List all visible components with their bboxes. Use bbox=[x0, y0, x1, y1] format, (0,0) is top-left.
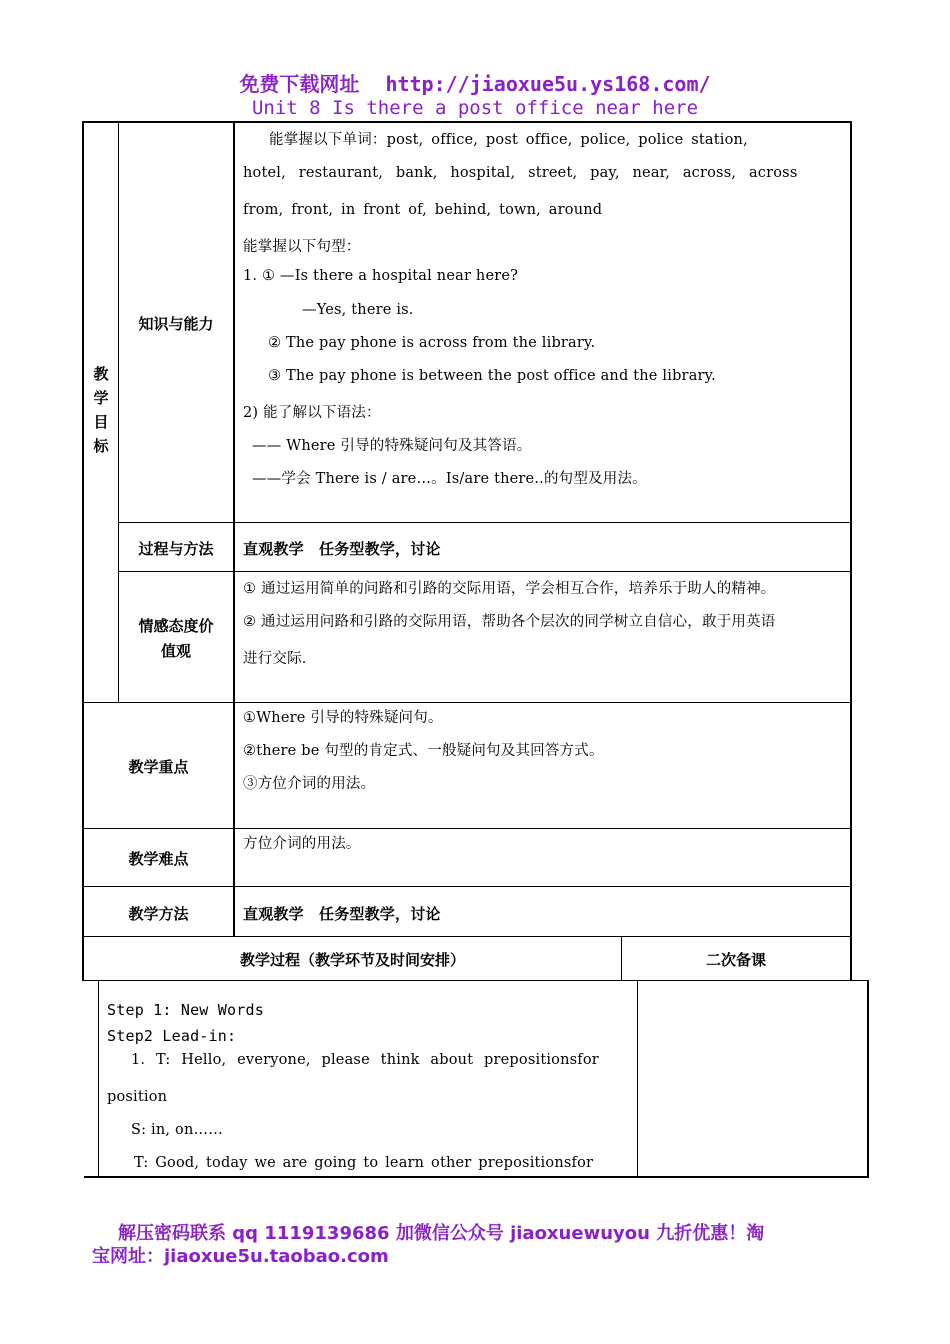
knowledge-line: ② The pay phone is across from the library. bbox=[268, 335, 596, 351]
header-title: 免费下载网址 bbox=[239, 72, 360, 96]
step-line: position bbox=[107, 1089, 168, 1105]
knowledge-line: hotel, restaurant, bank, hospital, street, pay, near, across, across bbox=[243, 165, 798, 181]
knowledge-line: 2) 能了解以下语法： bbox=[243, 405, 381, 421]
process-table-header: 教学过程（教学环节及时间安排） bbox=[239, 951, 465, 969]
second-prep-header: 二次备课 bbox=[705, 951, 766, 969]
header-url[interactable]: http://jiaoxue5u.ys168.com/ bbox=[385, 72, 711, 96]
step-line: 1. T: Hello, everyone, please think about prepositionsfor bbox=[131, 1052, 599, 1068]
method-label: 教学方法 bbox=[128, 905, 189, 923]
key-point-line: ①Where 引导的特殊疑问句。 bbox=[243, 710, 443, 726]
unit-title: Unit 8 Is there a post office near here bbox=[251, 97, 699, 119]
emotion-line: 进行交际. bbox=[243, 651, 307, 667]
process-method-content: 直观教学 任务型教学，讨论 bbox=[243, 540, 441, 558]
header-download-line bbox=[0, 68, 950, 97]
key-point-line: ②there be 句型的肯定式、一般疑问句及其回答方式。 bbox=[243, 743, 604, 759]
difficulty-content: 方位介词的用法。 bbox=[243, 836, 361, 852]
knowledge-label: 知识与能力 bbox=[138, 315, 214, 333]
key-points-label: 教学重点 bbox=[128, 758, 189, 776]
knowledge-line: ——学会 There is / are…。Is/are there..的句型及用法。 bbox=[252, 471, 647, 487]
footer-taobao[interactable]: 宝网址：jiaoxue5u.taobao.com bbox=[92, 1246, 389, 1267]
step-line: Step2 Lead-in: bbox=[107, 1027, 237, 1045]
difficulty-label: 教学难点 bbox=[128, 850, 189, 868]
method-content: 直观教学 任务型教学，讨论 bbox=[243, 905, 441, 923]
footer-contact: 解压密码联系 qq 1119139686 加微信公众号 jiaoxuewuyou 九折优惠！淘 bbox=[118, 1223, 765, 1244]
emotion-label: 情感态度价 值观 bbox=[138, 617, 214, 660]
step-line: S: in, on…… bbox=[131, 1122, 223, 1138]
process-method-label: 过程与方法 bbox=[138, 540, 214, 558]
key-point-line: ③方位介词的用法。 bbox=[243, 776, 376, 792]
step-line: Step 1: New Words bbox=[107, 1001, 264, 1019]
knowledge-line: 能掌握以下单词：post, office, post office, police, police station, bbox=[269, 132, 748, 148]
knowledge-line: —— Where 引导的特殊疑问句及其答语。 bbox=[252, 438, 532, 454]
knowledge-line: 能掌握以下句型： bbox=[243, 239, 361, 255]
knowledge-line: 1. ① —Is there a hospital near here? bbox=[243, 268, 519, 284]
emotion-line: ① 通过运用简单的问路和引路的交际用语，学会相互合作，培养乐于助人的精神。 bbox=[243, 581, 776, 597]
knowledge-line: —Yes, there is. bbox=[302, 302, 414, 318]
objectives-group-label: 教 学 目 标 bbox=[93, 365, 109, 455]
knowledge-line: from, front, in front of, behind, town, around bbox=[243, 202, 603, 218]
step-line: T: Good, today we are going to learn other prepositionsfor bbox=[134, 1155, 594, 1171]
knowledge-line: ③ The pay phone is between the post office and the library. bbox=[268, 368, 716, 384]
emotion-line: ② 通过运用问路和引路的交际用语，帮助各个层次的同学树立自信心，敢于用英语 bbox=[243, 614, 776, 630]
